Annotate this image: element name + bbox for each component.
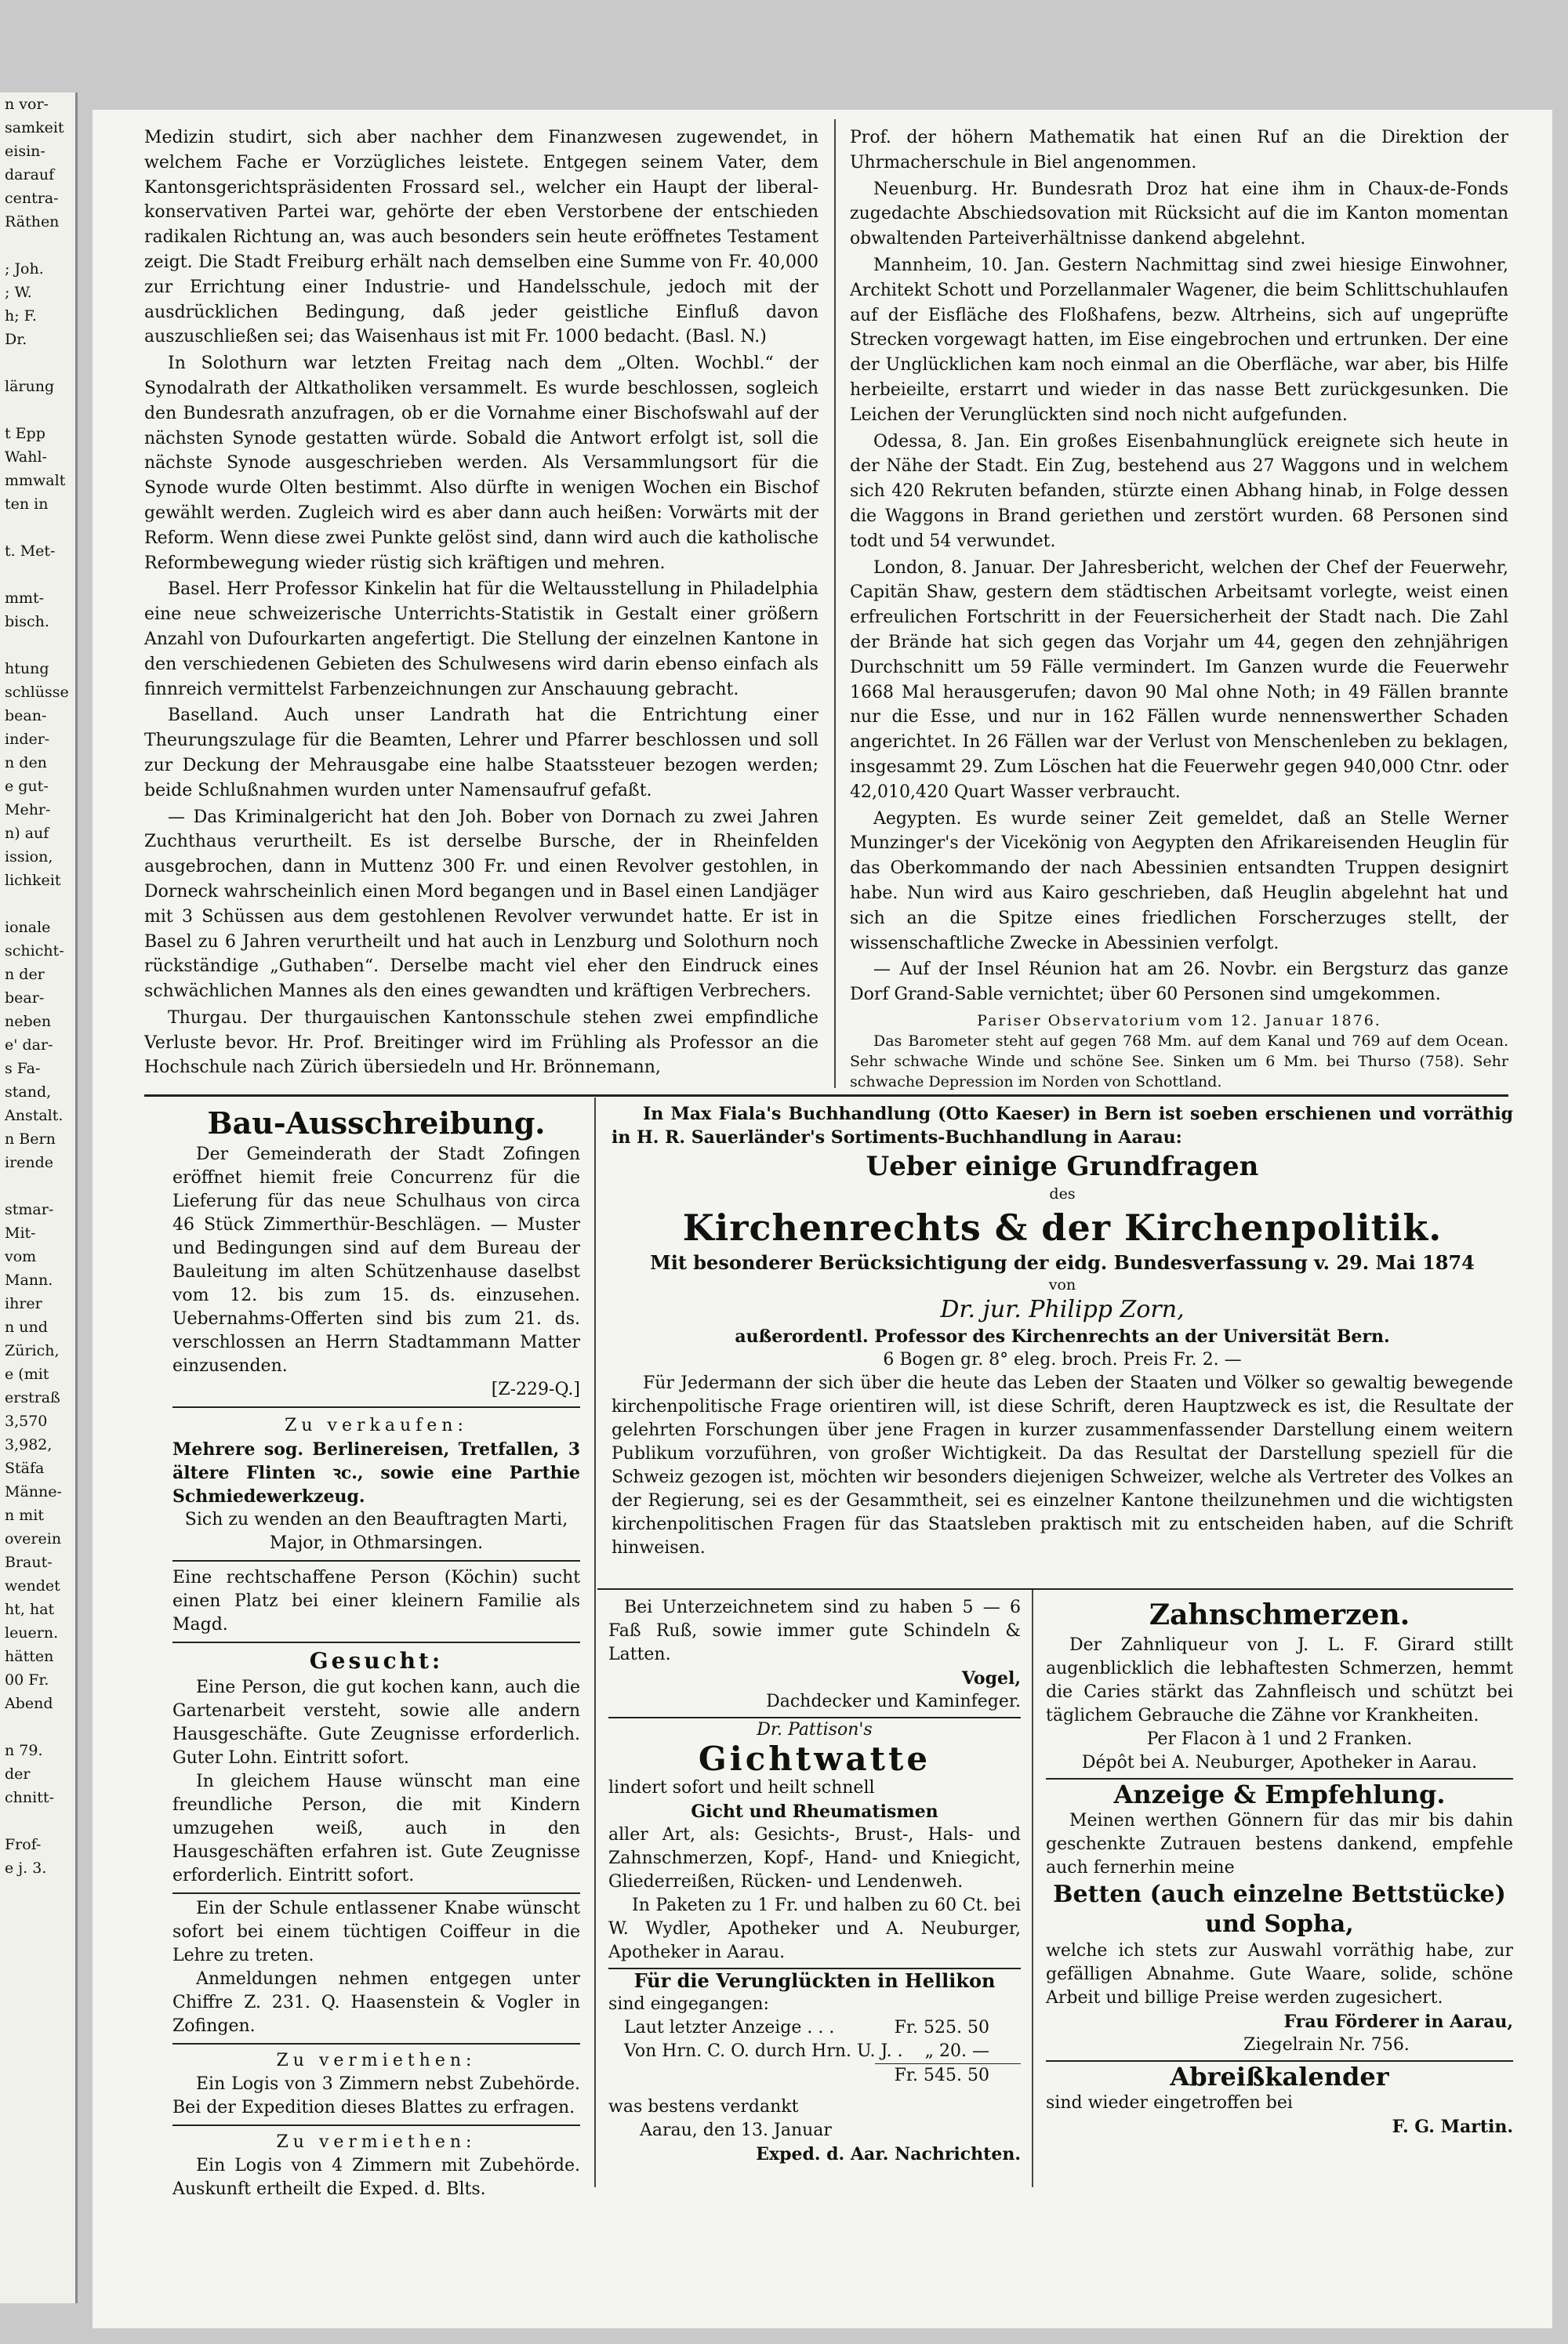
weather-report: Das Barometer steht auf gegen 768 Mm. auf dem Kanal und 769 auf dem Ocean. Sehr schwache Winde und schöne See. Sinken um 6 Mm. bei Thurso (758). Sehr schwache Depression im Norden von Schottland. [850,1032,1508,1090]
gicht-line-1: lindert sofort und heilt schnell [608,1778,875,1798]
sliver-line: t. Met- [5,542,56,560]
sliver-line: s Fa- [5,1060,41,1077]
sliver-line: Mann. [5,1272,53,1289]
ads-divider-right [1032,1590,1033,2187]
hellikon-table [608,2016,1021,2088]
sliver-line: ; W. [5,284,32,301]
sliver-line: eisin- [5,143,45,160]
news-column-left [144,125,818,1082]
hellikon-row-label: Laut letzter Anzeige . . . [624,2018,835,2037]
sliver-line: e (mit [5,1366,49,1383]
anzeige-address: Ziegelrain Nr. 756. [1243,2035,1410,2055]
article-neuenburg: Neuenburg. Hr. Bundesrath Droz hat eine ihm in Chaux-de-Fonds zugedachte Abschiedsovation mit Rücksicht auf die im Kanton momentan obwaltenden Parteiverhältnisse dankend abgelehnt. [850,179,1508,249]
zahn-price: Per Flacon à 1 und 2 Franken. [1146,1729,1413,1749]
hellikon-thanks: was bestens verdankt [608,2097,799,2117]
sliver-line: ihrer [5,1295,42,1312]
sliver-line: n den [5,754,47,771]
sliver-line [0,892,75,916]
article-reunion: — Auf der Insel Réunion hat am 26. Novbr. ein Bergsturz das ganze Dorf Grand-Sable vernichtet; über 60 Personen sind umgekommen. [850,960,1508,1005]
book-author: Dr. jur. Philipp Zorn, [940,1296,1185,1323]
sliver-line: Abend [5,1695,53,1712]
sliver-line: Wahl- [5,448,47,466]
sliver-line: overein [5,1530,62,1548]
book-separator [597,1588,1513,1590]
anzeige-big: Betten (auch einzelne Bettstücke) und Sopha, [1053,1881,1506,1938]
sliver-line: schlüsse [5,684,69,701]
article-biel: Prof. der höhern Mathematik hat einen Ruf an die Direktion der Uhrmacherschule in Biel angenommen. [850,128,1508,172]
sliver-line: chnitt- [5,1789,54,1806]
hellikon-row [875,2063,1021,2088]
hellikon-row [608,2040,1021,2063]
hellikon-title: Für die Verunglückten in Hellikon [633,1969,996,1992]
hellikon-row [608,2016,1021,2040]
zahn-text: Der Zahnliqueur von J. L. F. Girard stillt augenblicklich die lebhaftesten Schmerzen, hemmt die Caries stärkt das Zahnfleisch und schützt bei täglichem Gebrauche die Zähne vor Krankheiten. [1046,1635,1513,1725]
russ-text: Bei Unterzeichnetem sind zu haben 5 — 6 Faß Ruß, sowie immer gute Schindeln & Latten. [608,1598,1021,1664]
vermiethen-title-1: Zu vermiethen: [276,2051,477,2070]
gesucht-text-1: Eine Person, die gut kochen kann, auch die Gartenarbeit versteht, sowie alle andern Hausgeschäfte. Gute Zeugnisse erforderlich. Guter Lohn. Eintritt sofort. [172,1678,580,1768]
abreiss-title: Abreißkalender [1170,2062,1389,2092]
article-mannheim: Mannheim, 10. Jan. Gestern Nachmittag sind zwei hiesige Einwohner, Architekt Schott und Porzellanmaler Wagener, die beim Schlittschuhlaufen auf der Eisfläche des Floßhafens, bezw. Altrheins, sich auf ungeprüfte Strecken vorgewagt hatten, im Eise eingebrochen und ertrunken. Der eine der Unglücklichen kam noch einmal an die Oberfläche, war aber, bis Hilfe herbeieilte, erstarrt und wieder in das nasse Bett zurückgesunken. Die Leichen der Verunglückten sind noch nicht aufgefunden. [850,255,1508,425]
gicht-text: aller Art, als: Gesichts-, Brust-, Hals- und Zahnschmerzen, Kopf-, Hand- und Kniegicht, Gliederreißen, Rücken- und Lendenweh. [608,1825,1021,1892]
sliver-line: 3,982, [5,1436,53,1453]
article-kriminalgericht: — Das Kriminalgericht hat den Joh. Bober von Dornach zu zwei Jahren Zuchthaus verurtheilt. Es ist derselbe Bursche, der in Rheinfelden ausgebrochen, dann in Muttenz 300 Fr. und einen Revolver gestohlen, in Dorneck wahrscheinlich einen Mord begangen und in Basel einen Landjäger mit 3 Schüssen aus dem gestohlenen Revolver verwundet hatte. Er ist in Basel zu 6 Jahren verurtheilt und hat auch in Lenzburg und Solothurn noch rückständige „Guthaben“. Derselbe macht viel eher den Eindruck eines schwächlichen Mannes als den eines gewandten und kräftigen Verbrechers. [144,807,818,1002]
sliver-line: mmwalt [5,472,66,489]
bau-code: [Z-229-Q.] [491,1380,580,1399]
sliver-line: erstraß [5,1389,60,1406]
sliver-line: ionale [5,919,51,936]
person-ad: Eine rechtschaffene Person (Köchin) sucht einen Platz bei einer kleinern Familie als Magd. [172,1568,580,1635]
hellikon-row-amount: Fr. 545. 50 [894,2066,989,2085]
sliver-line: ten in [5,495,49,513]
sliver-line: Stäfa [5,1460,45,1477]
ad-column-right [1046,1596,1513,2139]
sliver-line: leuern. [5,1624,59,1642]
ad-column-middle [608,1596,1021,2166]
vermiethen-text-2: Ein Logis von 4 Zimmern mit Zubehörde. Auskunft ertheilt die Exped. d. Blts. [172,2156,580,2199]
article-odessa: Odessa, 8. Jan. Ein großes Eisenbahnunglück ereignete sich heute in der Nähe der Stadt. Ein Zug, bestehend aus 27 Waggons und in welchem sich 420 Rekruten befanden, stürzte einen Abhang hinab, in Folge dessen die Waggons in Brand geriethen und zerstört wurden. 68 Personen sind todt und 54 verwundet. [850,431,1508,551]
sliver-line [0,1715,75,1739]
hellikon-row-amount: Fr. 525. 50 [894,2018,989,2037]
russ-signer: Vogel, [961,1668,1021,1689]
hellikon-intro: sind eingegangen: [608,1994,769,2014]
knabe-contact: Anmeldungen nehmen entgegen unter Chiffre Z. 231. Q. Haasenstein & Vogler in Zofingen. [172,1969,580,2036]
gesucht-text-2: In gleichem Hause wünscht man eine freundliche Person, die mit Kindern umzugehen weiß, auch in den Hausgeschäften erfahren ist. Gute Zeugnisse erforderlich. Eintritt sofort. [172,1772,580,1885]
knabe-ad: Ein der Schule entlassener Knabe wünscht sofort bei einem tüchtigen Coiffeur in die Lehre zu treten. [172,1899,580,1965]
sliver-line: Dr. [5,331,27,348]
book-ad [612,1102,1513,1560]
sliver-line: Frof- [5,1836,42,1853]
book-von: von [1048,1276,1076,1294]
sliver-line: bisch. [5,613,49,630]
bau-text: Der Gemeinderath der Stadt Zofingen eröffnet hiemit freie Concurrenz für die Lieferung für das neue Schulhaus von circa 46 Stück Zimmerthür-Beschlägen. — Muster und Bedingungen sind auf dem Bureau der Bauleitung im alten Schützenhause daselbst vom 12. bis zum 15. ds. einzusehen. Uebernahms-Offerten sind bis zum 21. ds. verschlossen an Herrn Stadtammann Matter einzusenden. [172,1145,580,1376]
sliver-line: darauf [5,166,55,183]
sliver-line [0,1809,75,1833]
gicht-title: Gichtwatte [698,1740,931,1778]
sliver-line: ht, hat [5,1601,55,1618]
book-title-2: Kirchenrechts & der Kirchenpolitik. [682,1206,1443,1249]
sliver-line: vom [5,1248,37,1265]
sliver-line: inder- [5,731,50,748]
bau-title: Bau-Ausschreibung. [207,1105,546,1141]
ad-column-left [172,1104,580,2201]
sliver-line: bear- [5,989,45,1007]
verkaufen-text: Mehrere sog. Berlinereisen, Tretfallen, 3 ältere Flinten ꝛc., sowie eine Parthie Schmiedewerkzeug. [172,1439,580,1507]
sliver-line: htung [5,660,49,677]
book-intro: In Max Fiala's Buchhandlung (Otto Kaeser) in Bern ist soeben erschienen und vorräthig in H. R. Sauerländer's Sortiments-Buchhandlung in Aarau: [612,1104,1513,1148]
sliver-line: neben [5,1013,52,1030]
sliver-line: n der [5,966,45,983]
sliver-line: t Epp [5,425,45,442]
sliver-line: e' dar- [5,1036,53,1054]
hellikon-signer: Exped. d. Aar. Nachrichten. [756,2144,1021,2164]
column-divider [834,119,836,1088]
sliver-line: irende [5,1154,54,1171]
sliver-line: Männe- [5,1483,62,1500]
anzeige-text-2: welche ich stets zur Auswahl vorräthig habe, zur gefälligen Abnahme. Gute Waare, solide, schöne Arbeit und billige Preise werden zugesichert. [1046,1941,1513,2008]
sliver-line: lärung [5,378,55,395]
book-text: Für Jedermann der sich über die heute das Leben der Staaten und Völker so gewaltig bewegende kirchenpolitische Frage orientiren will, ist diese Schrift, deren Hauptzweck es ist, die Resultate der gelehrten Forschungen über jene Fragen in kurzer zusammenfassender Darstellung einem weitern Publikum vorzuführen, von großer Wichtigkeit. Da das Resultat der Darstellung speziell für die Schweiz gezogen ist, möchten wir besonders diejenigen Schweizer, welche als Vertreter des Volkes an der Regierung, sei es der Gesammtheit, sei es einzelner Kantone theilzunehmen und die wichtigsten kirchenpolitischen Fragen für das Staatsleben praktisch mit zu entscheiden haben, auf die Schrift hinweisen. [612,1373,1513,1558]
zahn-title: Zahnschmerzen. [1149,1598,1410,1631]
news-column-right [850,125,1508,1092]
sliver-line: ; Joh. [5,260,44,278]
gesucht-title: Gesucht: [309,1648,444,1674]
sliver-line [0,234,75,257]
sliver-line: lichkeit [5,872,61,889]
sliver-line: Mehr- [5,801,51,818]
sliver-line: wendet [5,1577,60,1595]
vermiethen-text-1: Ein Logis von 3 Zimmern nebst Zubehörde. Bei der Expedition dieses Blattes zu erfragen. [172,2074,580,2117]
sliver-line: centra- [5,190,59,207]
sliver-line [0,516,75,539]
sliver-line: Räthen [5,213,60,230]
sliver-line: Braut- [5,1554,53,1571]
sliver-line: ission, [5,848,53,865]
sliver-line: 3,570 [5,1413,48,1430]
hellikon-place: Aarau, den 13. Januar [640,2121,832,2140]
zahn-depot: Dépôt bei A. Neuburger, Apotheker in Aarau. [1081,1753,1478,1773]
article-aegypten: Aegypten. Es wurde seiner Zeit gemeldet, daß an Stelle Werner Munzinger's der Vicekönig von Aegypten den Afrikareisenden Heuglin für das Oberkommando der nach Abessinien entsandten Truppen designirt habe. Nun wird aus Kairo geschrieben, daß Heuglin abgelehnt hat und sich an die Spitze eines friedlichen Forscherzuges stellt, der wissenschaftliche Zwecke in Abessinien verfolgt. [850,808,1508,953]
russ-signer-2: Dachdecker und Kaminfeger. [766,1692,1021,1711]
article-london: London, 8. Januar. Der Jahresbericht, welchen der Chef der Feuerwehr, Capitän Shaw, gestern dem städtischen Arbeitsamt vorlegte, weist einen erfreulichen Fortschritt in der Feuersicherheit der Stadt nach. Die Zahl der Brände hat sich gegen das Vorjahr um 44, gegen den zehnjährigen Durchschnitt um 59 Fälle vermindert. Im Ganzen wurde die Feuerwehr 1668 Mal herausgerufen; davon 90 Mal ohne Noth; in 49 Fällen brannte nur die Esse, und nur in 162 Fällen wurde nennenswerther Schaden angerichtet. In 26 Fällen war der Verlust von Menschenleben zu beklagen, insgesammt 29. Zum Löschen hat die Feuerwehr gegen 940,000 Ctnr. oder 42,010,420 Quart Wasser verbraucht. [850,557,1508,802]
book-title-1: Ueber einige Grundfragen [866,1151,1259,1182]
ads-divider-left [594,1098,596,2187]
book-subtitle: Mit besonderer Berücksichtigung der eidg. Bundesverfassung v. 29. Mai 1874 [650,1251,1475,1274]
sliver-line: n mit [5,1507,45,1524]
sliver-line: stmar- [5,1201,54,1218]
sliver-line: bean- [5,707,47,724]
hellikon-row-label: Von Hrn. C. O. durch Hrn. U. J. . [624,2041,903,2061]
sliver-line: n) auf [5,825,49,842]
ads-separator [144,1094,1508,1097]
sliver-line: n und [5,1319,48,1336]
sliver-line: Anstalt. [5,1107,64,1124]
sliver-line [0,633,75,657]
article-solothurn: In Solothurn war letzten Freitag nach dem „Olten. Wochbl.“ der Synodalrath der Altkatholiken versammelt. Es wurde beschlossen, sogleich den Bundesrath anzufragen, ob er die Vornahme einer Bischofswahl auf der nächsten Synode gestatten würde. Sobald die Antwort erfolgt ist, soll die nächste Synode ausgeschrieben werden. Als Versammlungsort für die Synode wurde Olten bestimmt. Also dürfte in wenigen Wochen ein Bischof gewählt werden. Zugleich wird es aber dann auch heißen: Vorwärts mit der Reform. Wenn diese zwei Punkte gelöst sind, dann wird auch die katholische Reformbewegung wieder rüstig sich kräftigen und mehren. [144,354,818,573]
sliver-line: der [5,1765,31,1783]
book-author-title: außerordentl. Professor des Kirchenrechts an der Universität Bern. [735,1326,1390,1347]
gicht-line-2: Gicht und Rheumatismen [691,1802,938,1822]
verkaufen-title: Zu verkaufen: [285,1416,468,1435]
sliver-line [0,563,75,586]
gicht-pre: Dr. Pattison's [757,1720,873,1740]
sliver-line: Mit- [5,1225,36,1242]
verkaufen-contact: Sich zu wenden an den Beauftragten Marti, Major, in Othmarsingen. [184,1510,568,1553]
sliver-line: schicht- [5,942,64,960]
sliver-line: stand, [5,1083,52,1101]
abreiss-text: sind wieder eingetroffen bei [1046,2093,1293,2113]
sliver-line: n Bern [5,1130,56,1148]
sliver-line [0,1174,75,1198]
previous-page-edge [0,93,78,2303]
sliver-line [0,398,75,422]
gicht-sale: In Paketen zu 1 Fr. und halben zu 60 Ct. bei W. Wydler, Apotheker und A. Neuburger, Apotheker in Aarau. [608,1896,1021,1962]
sliver-line: Zürich, [5,1342,60,1359]
sliver-line: h; F. [5,307,37,325]
article-baselland: Baselland. Auch unser Landrath hat die Entrichtung einer Theurungszulage für die Beamten, Lehrer und Pfarrer beschlossen und soll zur Deckung der Mehrausgabe eine halbe Staatssteuer bezogen werden; beide Schlußnahmen wurden unter Namensaufruf gefaßt. [144,706,818,800]
sliver-line: n vor- [5,96,49,113]
sliver-line: e gut- [5,778,49,795]
article-freiburg: Medizin studirt, sich aber nachher dem Finanzwesen zugewendet, in welchem Fache er Vorzügliches leistete. Entgegen seinem Vater, dem Kantonsgerichtspräsidenten Frossard sel., welcher ein Haupt der liberal-konservativen Partei war, gehörte der eben Verstorbene der entschieden radikalen Richtung an, was auch besonders sein heute eröffnetes Testament zeigt. Die Stadt Freiburg erhält nach demselben eine Summe von Fr. 40,000 zur Errichtung einer Industrie- und Handelsschule, jedoch mit der ausdrücklichen Bedingung, daß jeder geistliche Einfluß davon auszuschließen sei; das Waisenhaus ist mit Fr. 1000 bedacht. (Basl. N.) [144,128,818,347]
sliver-line [0,351,75,375]
sliver-line: hätten [5,1648,54,1665]
sliver-line: n 79. [5,1742,43,1759]
vermiethen-title-2: Zu vermiethen: [276,2132,477,2152]
weather-title: Pariser Observatorium vom 12. Januar 1876. [977,1011,1381,1029]
sliver-line: mmt- [5,590,45,607]
anzeige-text: Meinen werthen Gönnern für das mir bis dahin geschenkte Zutrauen bestens dankend, empfehle auch fernerhin meine [1046,1811,1513,1878]
abreiss-signer: F. G. Martin. [1392,2117,1513,2137]
sliver-line: samkeit [5,119,64,136]
book-des: des [1049,1185,1076,1203]
hellikon-row-amount: „ 20. — [924,2041,989,2061]
article-basel: Basel. Herr Professor Kinkelin hat für die Weltausstellung in Philadelphia eine neue schweizerische Unterrichts-Statistik in Gestalt einer größern Anzahl von Dufourkarten angefertigt. Die Stellung der einzelnen Kantone in den verschiedenen Gebieten des Schulwesens wird darin ebenso einfach als finnreich vermittelst Farbenzeichnungen zur Anschauung gebracht. [144,579,818,699]
sliver-line: e j. 3. [5,1860,47,1877]
anzeige-signer: Frau Förderer in Aarau, [1283,2012,1513,2032]
book-price: 6 Bogen gr. 8° eleg. broch. Preis Fr. 2. — [883,1350,1242,1370]
sliver-line: 00 Fr. [5,1671,49,1689]
anzeige-title: Anzeige & Empfehlung. [1113,1780,1446,1809]
article-thurgau: Thurgau. Der thurgauischen Kantonsschule stehen zwei empfindliche Verluste bevor. Hr. Prof. Breitinger wird im Frühling als Professor an die Hochschule nach Zürich übersiedeln und Hr. Brönnemann, [144,1007,818,1078]
